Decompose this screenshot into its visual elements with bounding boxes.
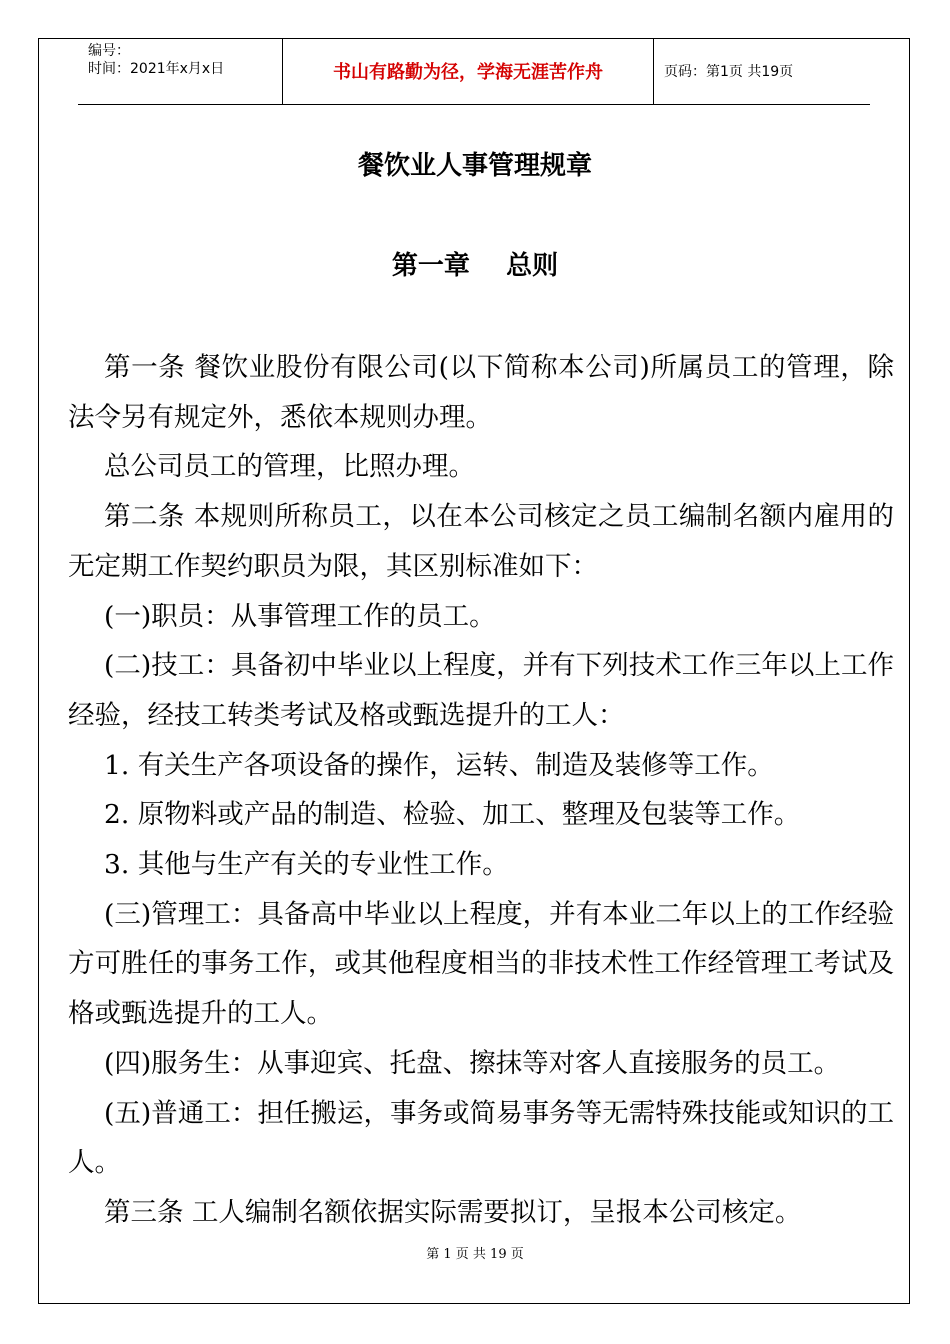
paragraph: (五)普通工：担任搬运，事务或简易事务等无需特殊技能或知识的工人。 xyxy=(68,1097,894,1179)
header-motto-cell xyxy=(282,38,654,104)
paragraph: (二)技工：具备初中毕业以上程度，并有下列技术工作三年以上工作经验，经技工转类考试及格或甄选提升的工人： xyxy=(68,650,894,731)
header-page-code-cell xyxy=(654,38,870,104)
paragraph: 总公司员工的管理，比照办理。 xyxy=(104,451,475,483)
document-time-label: 时间：2021年x月x日 xyxy=(88,61,225,77)
paragraph: 第三条 工人编制名额依据实际需要拟订，呈报本公司核定。 xyxy=(104,1196,802,1228)
document-number-label: 编号： xyxy=(88,43,130,59)
header-bottom-rule xyxy=(78,104,870,105)
paragraph: 第二条 本规则所称员工，以在本公司核定之员工编制名额内雇用的无定期工作契约职员为限，其区别标准如下： xyxy=(68,501,894,582)
paragraph: 第一条 餐饮业股份有限公司(以下简称本公司)所属员工的管理，除法令另有规定外，悉依本规则办理。 xyxy=(68,352,894,433)
paragraph: 2. 原物料或产品的制造、检验、加工、整理及包装等工作。 xyxy=(104,799,801,831)
paragraph: (一)职员：从事管理工作的员工。 xyxy=(104,600,496,632)
paragraph: (四)服务生：从事迎宾、托盘、擦抹等对客人直接服务的员工。 xyxy=(104,1047,841,1079)
header-page-code: 页码：第1页 共19页 xyxy=(664,64,794,80)
document-title: 餐饮业人事管理规章 xyxy=(357,151,592,181)
paragraph: 3. 其他与生产有关的专业性工作。 xyxy=(104,849,509,881)
paragraph: (三)管理工：具备高中毕业以上程度，并有本业二年以上的工作经验方可胜任的事务工作，或其他程度相当的非技术性工作经管理工考试及格或甄选提升的工人。 xyxy=(68,898,894,1030)
header-motto: 书山有路勤为径，学海无涯苦作舟 xyxy=(333,62,603,83)
page-footer: 第 1 页 共 19 页 xyxy=(426,1247,524,1262)
document-body xyxy=(68,343,894,1238)
paragraph: 1. 有关生产各项设备的操作，运转、制造及装修等工作。 xyxy=(104,749,774,781)
header-info-cell xyxy=(78,38,282,104)
chapter-heading: 第一章 总则 xyxy=(391,251,559,281)
